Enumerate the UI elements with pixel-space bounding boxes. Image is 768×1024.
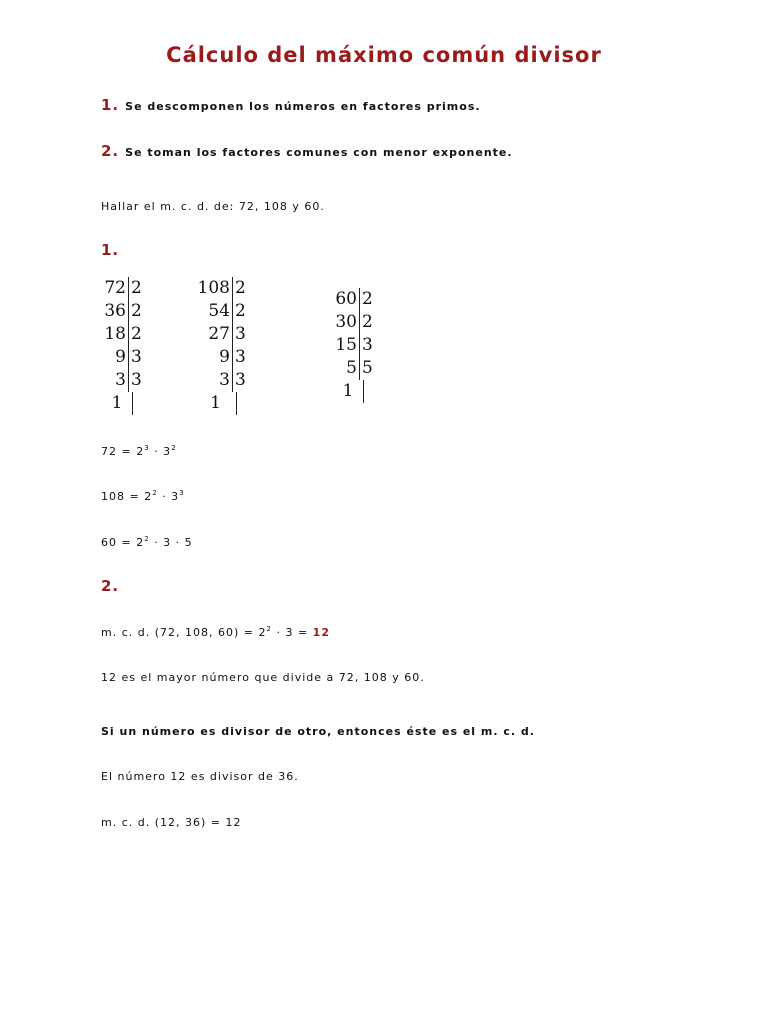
rule-1-text: Se descomponen los números en factores primos.: [125, 100, 481, 113]
decomp-number: 27: [208, 324, 230, 344]
mcd-result: 12: [312, 626, 330, 639]
decomp-factor: 2: [128, 300, 142, 323]
fact-60-base: 60 = 2: [101, 536, 145, 549]
decomp-factor: 3: [232, 323, 246, 346]
decomposition-72: [100, 277, 142, 415]
mcd-lhs: m. c. d. (72, 108, 60) = 2: [101, 626, 267, 639]
rule-2-number: 2.: [101, 142, 120, 160]
section-1-label: 1.: [101, 241, 120, 259]
factorization-60: [101, 536, 193, 549]
mcd-exp: 2: [266, 625, 272, 633]
rule-2-text: Se toman los factores comunes con menor exponente.: [125, 146, 513, 159]
mcd-explanation: 12 es el mayor número que divide a 72, 108 y 60.: [101, 671, 425, 684]
decomp-factor: 2: [232, 300, 246, 323]
decomp-row: [193, 346, 246, 369]
decomp-row: [331, 288, 373, 311]
decomp-number: 5: [346, 358, 357, 378]
fact-72-base: 72 = 2: [101, 445, 145, 458]
factorization-108: [101, 490, 185, 503]
decomp-factor: 2: [128, 323, 142, 346]
fact-108-exp2: 3: [179, 489, 185, 497]
fact-108-mid: · 3: [157, 490, 180, 503]
decomp-number: 72: [104, 278, 126, 298]
decomp-factor: 3: [232, 369, 246, 392]
decomp-number: 1: [210, 393, 221, 413]
mcd-mid: · 3 =: [271, 626, 313, 639]
fact-60-rest: · 3 · 5: [149, 536, 193, 549]
fact-72-exp1: 3: [144, 444, 150, 452]
decomp-factor: 5: [359, 357, 373, 380]
decomp-factor: [132, 392, 135, 415]
rule-1: [101, 96, 481, 114]
page-title: Cálculo del máximo común divisor: [166, 43, 602, 67]
decomp-factor: 3: [232, 346, 246, 369]
decomp-number: 9: [115, 347, 126, 367]
decomp-row: [100, 346, 142, 369]
decomposition-108: [193, 277, 246, 415]
decomp-factor: [236, 392, 239, 415]
divisor-rule: Si un número es divisor de otro, entonces éste es el m. c. d.: [101, 725, 535, 738]
decomp-number: 3: [219, 370, 230, 390]
decomp-number: 54: [208, 301, 230, 321]
decomp-number: 1: [342, 381, 354, 401]
section-2-label: 2.: [101, 577, 120, 595]
fact-72-exp2: 2: [171, 444, 177, 452]
decomp-factor: 2: [359, 311, 373, 334]
decomp-row: [193, 369, 246, 392]
decomp-row: [193, 323, 246, 346]
decomp-factor: 3: [128, 346, 142, 369]
decomp-number: 3: [115, 370, 126, 390]
decomp-row: [331, 380, 373, 403]
decomposition-60: [331, 288, 373, 403]
decomp-number: 9: [219, 347, 230, 367]
decomp-factor: 3: [359, 334, 373, 357]
decomp-number: 18: [104, 324, 126, 344]
decomp-number: 15: [335, 335, 357, 355]
example-text: El número 12 es divisor de 36.: [101, 770, 299, 783]
decomp-number: 30: [335, 312, 357, 332]
decomp-row: [331, 311, 373, 334]
decomp-row: [100, 277, 142, 300]
decomp-number: 36: [104, 301, 126, 321]
fact-60-exp1: 2: [144, 535, 150, 543]
decomp-factor: 2: [232, 277, 246, 300]
rule-2: [101, 142, 513, 160]
decomp-factor: 2: [359, 288, 373, 311]
example-result: m. c. d. (12, 36) = 12: [101, 816, 242, 829]
decomp-factor: [363, 380, 366, 403]
fact-72-mid: · 3: [149, 445, 172, 458]
decomp-row: [193, 277, 246, 300]
rule-1-number: 1.: [101, 96, 120, 114]
fact-108-exp1: 2: [152, 489, 158, 497]
factorization-72: [101, 445, 177, 458]
decomp-row: [100, 323, 142, 346]
decomp-row: [193, 300, 246, 323]
decomp-factor: 3: [128, 369, 142, 392]
problem-prompt: Hallar el m. c. d. de: 72, 108 y 60.: [101, 200, 325, 213]
decomp-row: [193, 392, 246, 415]
decomp-number: 1: [111, 393, 123, 413]
fact-108-base: 108 = 2: [101, 490, 153, 503]
decomp-row: [100, 392, 142, 415]
decomp-factor: 2: [128, 277, 142, 300]
mcd-result-line: [101, 626, 330, 639]
decomp-row: [331, 357, 373, 380]
decomp-number: 108: [197, 278, 230, 298]
decomp-row: [100, 369, 142, 392]
decomp-row: [331, 334, 373, 357]
decomp-number: 60: [335, 289, 357, 309]
decomp-row: [100, 300, 142, 323]
